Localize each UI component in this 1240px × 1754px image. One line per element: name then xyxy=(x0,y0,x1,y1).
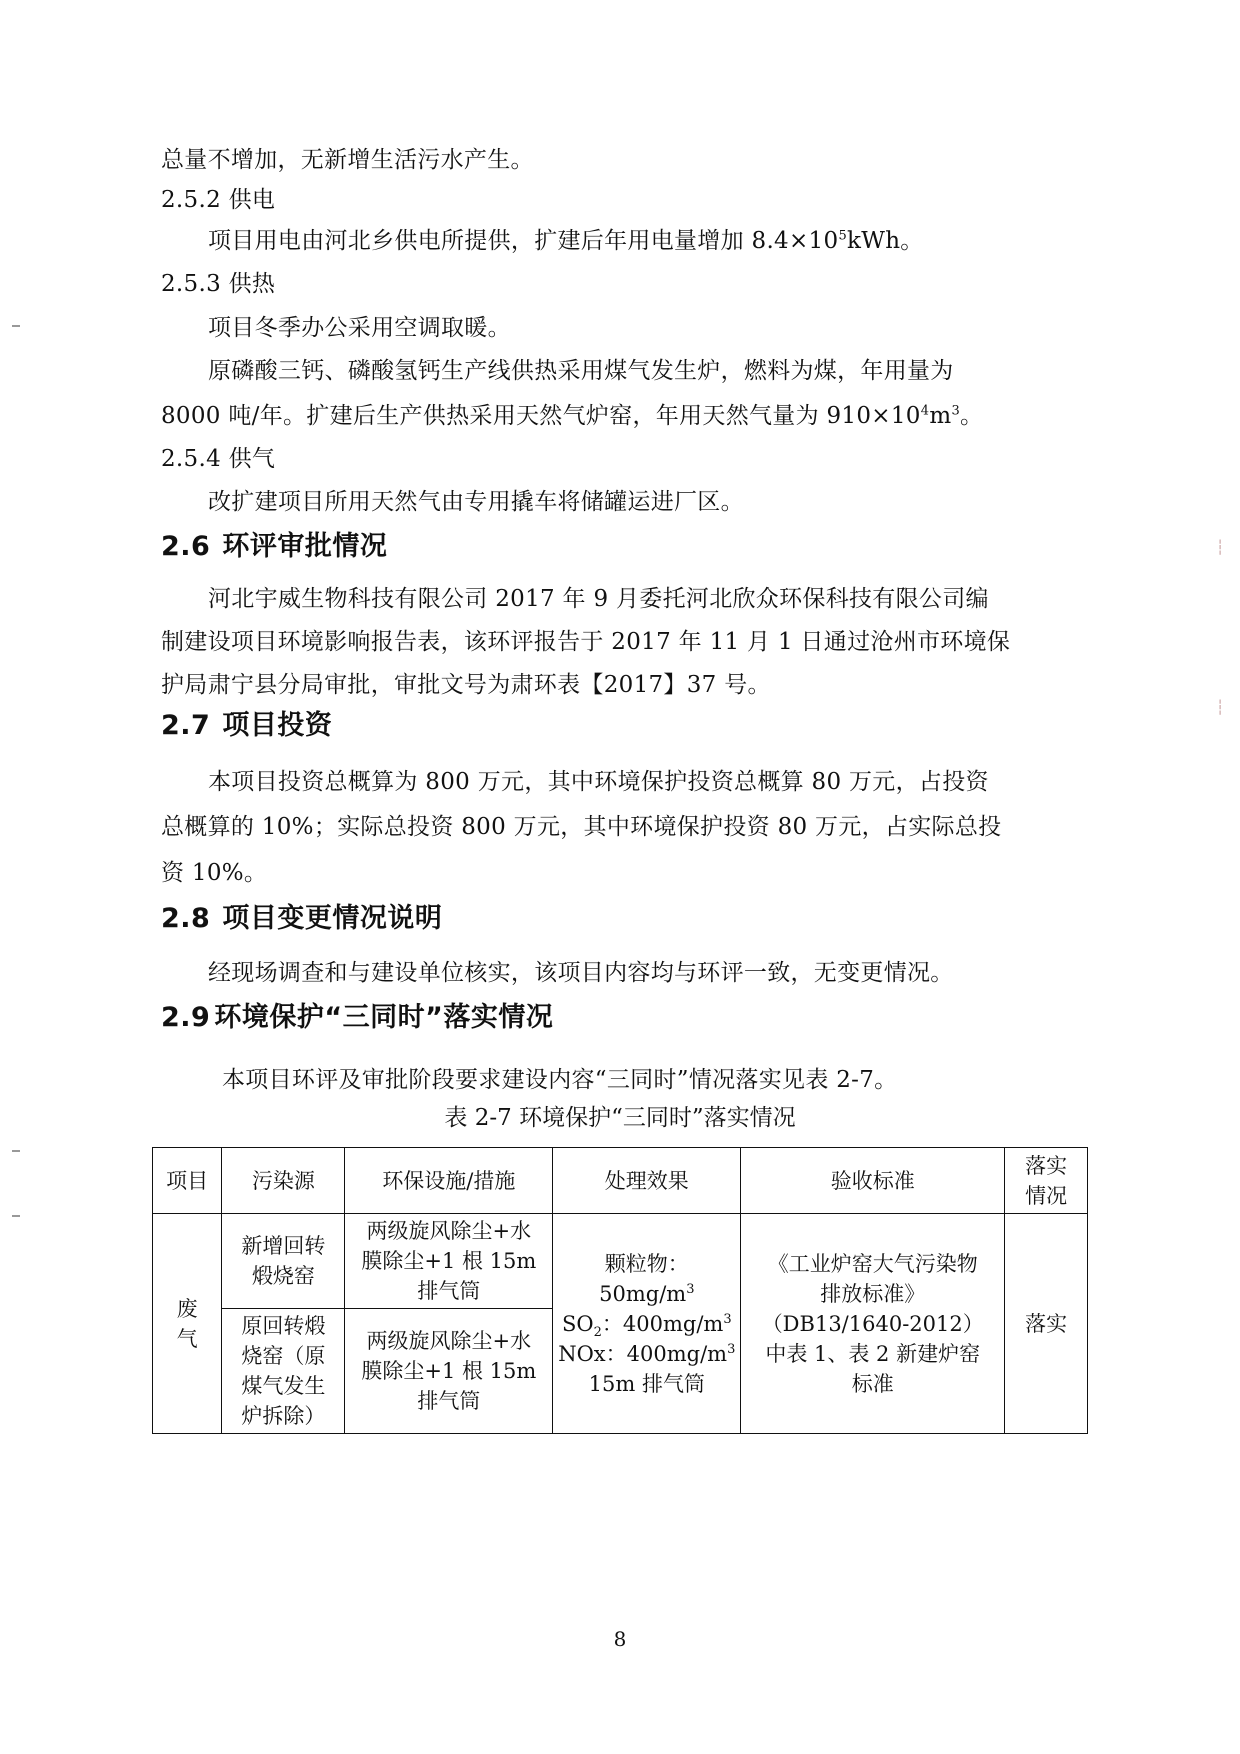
section-title: 环境保护“三同时”落实情况 xyxy=(214,1002,554,1033)
paragraph-line: 项目用电由河北乡供电所提供，扩建后年用电量增加 $8.4\times 10^5kWh$。 xyxy=(208,228,924,254)
paragraph-line: 本项目环评及审批阶段要求建设内容“三同时”情况落实见表 2-7。 xyxy=(222,1067,898,1093)
section-title: 项目投资 xyxy=(222,710,333,741)
paragraph-line: 总量不增加，无新增生活污水产生。 xyxy=(161,147,534,173)
header-cell-status: 落实情况 xyxy=(1005,1148,1088,1214)
paragraph-line: 护局肃宁县分局审批，审批文号为肃环表【2017】37 号。 xyxy=(161,672,771,698)
subsection-heading-2-5-2: 2.5.2 供电 xyxy=(161,187,276,213)
section-number: 2.9 xyxy=(161,1002,211,1033)
paragraph-line: 本项目投资总概算为 800 万元，其中环境保护投资总概算 80 万元，占投资 xyxy=(208,769,989,795)
header-cell-effect: 处理效果 xyxy=(553,1148,741,1214)
cell-effect xyxy=(553,1214,741,1434)
header-cell-project: 项目 xyxy=(153,1148,222,1214)
table-caption: 表 2-7 环境保护“三同时”落实情况 xyxy=(444,1105,796,1131)
effect-line: $SO_2$：$400mg/m^3$ xyxy=(562,1311,732,1340)
cell-status: 落实 xyxy=(1005,1214,1088,1434)
effect-line: NOx：$400mg/m^3$ xyxy=(558,1341,736,1366)
paragraph-line: 资 10%。 xyxy=(161,860,268,886)
subsection-heading-2-5-3: 2.5.3 供热 xyxy=(161,271,276,297)
section-title: 环评审批情况 xyxy=(222,531,388,562)
section-number: 2.6 xyxy=(161,531,211,562)
section-heading-2-9 xyxy=(161,1002,553,1034)
paragraph-line: 改扩建项目所用天然气由专用撬车将储罐运进厂区。 xyxy=(208,489,744,515)
scan-mark xyxy=(12,325,20,327)
section-number: 2.7 xyxy=(161,710,211,741)
table-row xyxy=(153,1214,1088,1309)
paragraph-line: 8000 吨/年。扩建后生产供热采用天然气炉窑，年用天然气量为 $910\times 10^4m^3$。 xyxy=(161,403,984,429)
cell-facility: 两级旋风除尘+水膜除尘+1 根 15m 排气筒 xyxy=(345,1309,553,1434)
cell-category: 废气 xyxy=(153,1214,222,1434)
cell-source: 新增回转煅烧窑 xyxy=(222,1214,345,1309)
table-header-row xyxy=(153,1148,1088,1214)
paragraph-line: 河北宇威生物科技有限公司 2017 年 9 月委托河北欣众环保科技有限公司编 xyxy=(208,586,989,612)
effect-line: 15m 排气筒 xyxy=(588,1371,705,1396)
paragraph-line: 项目冬季办公采用空调取暖。 xyxy=(208,315,511,341)
cell-facility: 两级旋风除尘+水膜除尘+1 根 15m 排气筒 xyxy=(345,1214,553,1309)
section-number: 2.8 xyxy=(161,903,211,934)
cell-standard: 《工业炉窑大气污染物排放标准》（DB13/1640-2012）中表 1、表 2 新建炉窑标准 xyxy=(741,1214,1005,1434)
cell-source: 原回转煅烧窑（原煤气发生炉拆除） xyxy=(222,1309,345,1434)
three-simultaneity-table xyxy=(152,1147,1088,1434)
paragraph-line: 经现场调查和与建设单位核实，该项目内容均与环评一致，无变更情况。 xyxy=(208,960,954,986)
stamp-edge-mark: ┆ xyxy=(1216,540,1225,556)
page-number: 8 xyxy=(613,1627,627,1651)
header-cell-standard: 验收标准 xyxy=(741,1148,1005,1214)
paragraph-line: 总概算的 10%；实际总投资 800 万元，其中环境保护投资 80 万元，占实际总投 xyxy=(161,814,1002,840)
effect-line: 颗粒物：$50mg/m^3$ xyxy=(599,1251,695,1306)
header-cell-source: 污染源 xyxy=(222,1148,345,1214)
stamp-edge-mark: ┆ xyxy=(1216,700,1225,716)
section-heading-2-8 xyxy=(161,903,442,935)
subsection-heading-2-5-4: 2.5.4 供气 xyxy=(161,446,276,472)
scan-mark xyxy=(12,1150,20,1152)
scan-mark xyxy=(12,1215,20,1217)
section-heading-2-7 xyxy=(161,710,332,742)
header-cell-facility: 环保设施/措施 xyxy=(345,1148,553,1214)
section-title: 项目变更情况说明 xyxy=(222,903,443,934)
paragraph-line: 制建设项目环境影响报告表，该环评报告于 2017 年 11 月 1 日通过沧州市环境保 xyxy=(161,629,1011,655)
section-heading-2-6 xyxy=(161,531,387,563)
paragraph-line: 原磷酸三钙、磷酸氢钙生产线供热采用煤气发生炉，燃料为煤，年用量为 xyxy=(208,358,954,384)
